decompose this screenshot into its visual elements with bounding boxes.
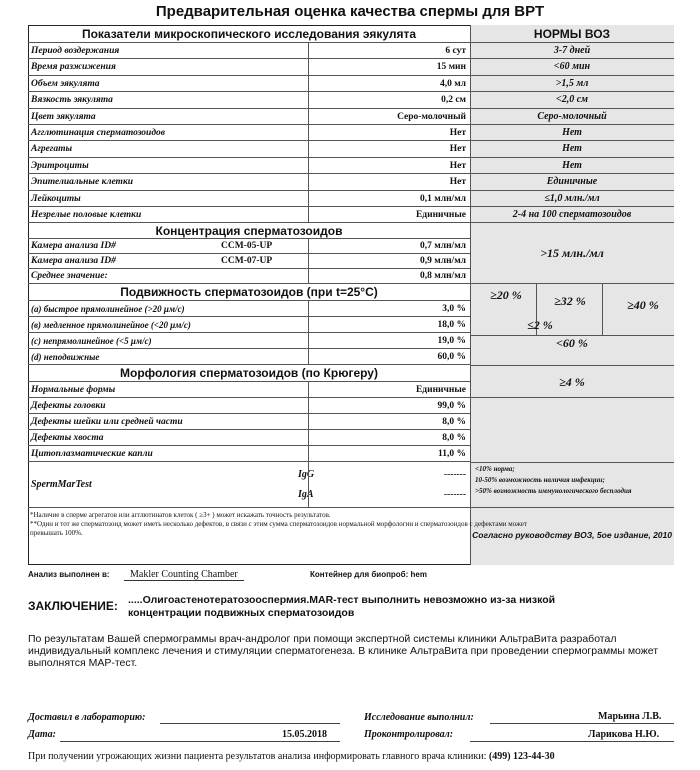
row-value: 8,0 % [442,417,466,428]
row-value: 11,0 % [438,449,466,460]
date-line [60,741,340,742]
row-label: Незрелые половые клетки [31,210,142,220]
row-norm: Единичные [546,176,598,188]
mar-label: SpermMarTest [31,479,92,491]
row-label: Цвет эякулята [31,111,96,122]
norm-divider [602,283,603,335]
iga-label: IgA [298,489,314,501]
norm-a: ≥20 % [490,288,522,303]
analysis-value: Makler Counting Chamber [124,569,244,581]
checked-name: Ларикова Н.Ю. [588,729,660,740]
row-norm: >1,5 мл [555,77,589,89]
mar-note-3: >50% возможность иммунологического бесплодия [475,487,632,496]
bottom-note-text: При получении угрожающих жизни пациента результатов анализа информировать главного врача клиники: [28,751,487,762]
date-label: Дата: [28,729,56,740]
row-label: (в) медленное прямолинейное (<20 μм/с) [31,320,191,331]
row-label: (d) неподвижные [31,352,100,363]
row-value: 3,0 % [442,304,466,315]
conclusion-label: ЗАКЛЮЧЕНИЕ: [28,599,118,613]
conc-header: Концентрация сперматозоидов [155,224,343,239]
row-norm: <60 мин [553,61,591,73]
chamber-id: CCM-07-UP [221,256,273,267]
row-label: Вязкость эякулята [31,95,113,106]
row-label: Время разжижения [31,62,116,73]
norm-divider [470,397,674,398]
row-label: Нормальные формы [31,385,116,396]
row-label: Камера анализа ID# [31,241,116,252]
morph-header: Морфология сперматозоидов (по Крюгеру) [120,366,378,381]
row-label: Эритроциты [31,160,89,171]
page-title: Предварительная оценка качества спермы для ВРТ [155,3,545,20]
row-label: Лейкоциты [31,193,81,204]
row-norm: ≤1,0 млн./мл [544,192,600,204]
row-norm: Нет [562,143,582,155]
bottom-note [28,751,555,762]
row-label: Объем эякулята [31,78,100,89]
row-norm: Нет [562,159,582,171]
performed-label: Исследование выполнил: [364,712,474,723]
row-label: (a) быстрое прямолинейное (>20 μм/с) [31,304,185,315]
checked-line [470,741,674,742]
chamber-id: CCM-05-UP [221,241,273,252]
footnote-2: **Один и тот же сперматозоид может иметь несколько дефектов, в связи с этим сумма сперматозоидов нормальной морфологии и сперматозоидов с дефектами может превышать 100%. [30,520,527,538]
row-norm: 3-7 дней [553,45,591,56]
row-value: Нет [449,160,466,171]
morph-norm: ≥4 % [559,375,585,390]
row-norm: 2-4 на 100 сперматозоидов [512,209,632,220]
row-value: 6 сут [445,46,466,56]
row-label: Агглютинация сперматозоидов [31,128,166,138]
norm-ab: ≥32 % [554,294,586,309]
chamber-id [218,269,308,284]
row-value: 15 мин [436,62,466,73]
conclusion-text: .....Олигоастенотератозооспермия.MAR-тест выполнить невозможно из-за низкой концентрации подвижных сперматозоидов [128,594,556,619]
row-norm: Нет [562,127,582,138]
row-value: Единичные [415,385,466,396]
norm-d: <60 % [556,336,588,351]
container-label: Контейнер для биопроб: hem [310,570,427,579]
norm-abc: ≥40 % [627,298,659,313]
row-value: 0,8 млн/мл [420,271,466,282]
row-value: 0,7 млн/мл [420,241,466,252]
delivered-label: Доставил в лабораторию: [28,712,146,723]
row-value: Нет [449,128,466,138]
row-label: Дефекты хвоста [31,433,104,444]
row-value: 0,2 см [441,95,466,106]
clinic-phone: (499) 123-44-30 [488,751,555,762]
row-label: Цитоплазматические капли [31,449,153,460]
row-value: 0,9 млн/мл [420,256,466,267]
row-label: Среднее значение: [31,271,108,282]
delivered-line [160,723,340,724]
row-value: Серо-молочный [397,111,466,122]
row-label: Дефекты шейки или средней части [31,417,183,428]
row-value: 8,0 % [442,433,466,444]
recommendation-paragraph: По результатам Вашей спермограммы врач-андролог при помощи экспертной системы клиники АльтраВита разработал индивидуальный комплекс лечения и стимуляции сперматогенеза. В клинике АльтраВита при проведении спермограммы может выполнятся МАР-тест. [28,633,659,669]
norm-c: ≤2 % [527,318,553,333]
performed-name: Марьина Л.В. [598,711,662,722]
row-label: Камера анализа ID# [31,256,116,267]
row-value: 18,0 % [437,320,466,331]
conc-norm: >15 млн./мл [540,246,604,261]
row-label: Период воздержания [31,46,120,56]
footnote-1: *Наличие в сперме агрегатов или агглютинатов клеток ( ≥3+ ) может искажать точность результатов. [30,511,331,520]
who-reference: Согласно руководству ВОЗ, 5ое издание, 2010 [472,530,672,541]
analysis-label: Анализ выполнен в: [28,570,110,579]
table-body [28,25,674,565]
row-label: (c) непрямолинейное (<5 μм/с) [31,336,152,347]
row-value: 19,0 % [437,336,466,347]
row-norm: <2,0 см [556,94,588,106]
iga-value: ------- [443,490,466,501]
row-value: 0,1 млн/мл [420,193,466,204]
row-value: Нет [449,177,466,188]
norm-divider [470,365,674,366]
checked-label: Проконтролировал: [364,729,454,740]
row-value: 4,0 мл [439,78,466,89]
row-value: 99,0 % [437,401,466,412]
mar-note-2: 10-50% возможность наличия инфекции; [475,476,605,485]
micro-header: Показатели микроскопического исследования эякулята [81,27,417,41]
igg-value: ------- [443,470,466,481]
mar-note-1: <10% норма; [475,465,515,474]
row-value: Нет [449,144,466,155]
performed-line [490,723,674,724]
row-label: Эпителиальные клетки [31,177,134,188]
row-label: Агрегаты [31,144,73,155]
igg-label: IgG [298,469,315,481]
row-divider [308,462,309,508]
norm-divider [470,283,674,284]
motility-header: Подвижность сперматозоидов (при t=25°C) [120,285,378,300]
norms-header: НОРМЫ ВОЗ [470,25,674,43]
spacer [470,283,471,284]
row-value: Единичные [415,210,466,220]
date-value: 15.05.2018 [282,729,327,740]
row-norm: Серо-молочный [537,110,607,122]
row-value: 60,0 % [437,352,466,363]
row-label: Дефекты головки [31,401,106,412]
